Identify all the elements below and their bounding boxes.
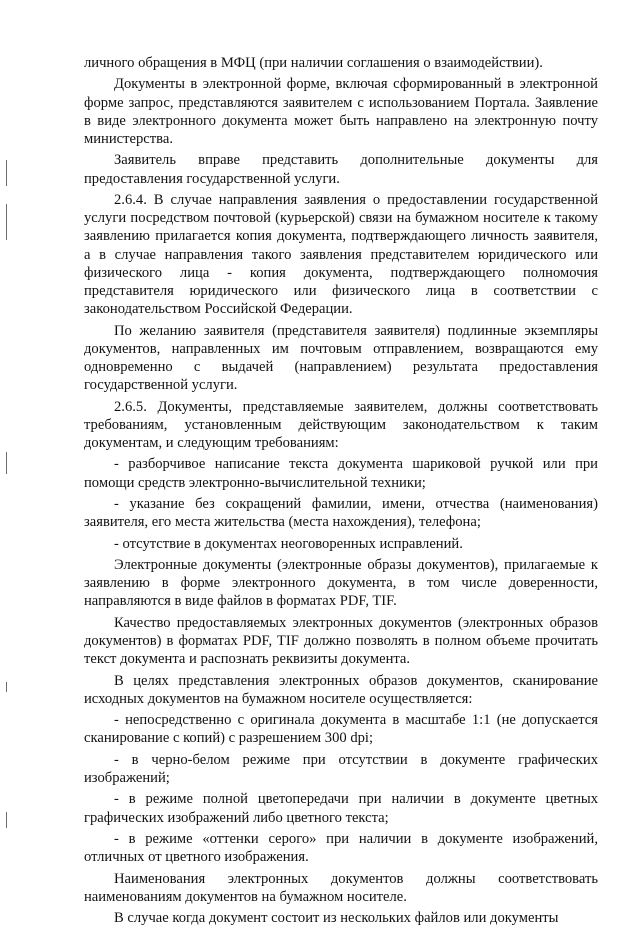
- list-item: - в режиме «оттенки серого» при наличии в документе изображений, отличных от цветного изображения.: [84, 830, 598, 866]
- paragraph: В целях представления электронных образов документов, сканирование исходных документов на бумажном носителе осуществляется:: [84, 672, 598, 707]
- scan-artifact-mark: [6, 682, 7, 692]
- paragraph: Наименования электронных документов должны соответствовать наименованиям документов на бумажном носителе.: [84, 870, 598, 905]
- list-item: - непосредственно с оригинала документа в масштабе 1:1 (не допускается сканирование с копий) с разрешением 300 dpi;: [84, 712, 598, 747]
- scan-artifact-mark: [6, 452, 7, 474]
- paragraph: личного обращения в МФЦ (при наличии соглашения о взаимодействии).: [84, 55, 543, 71]
- paragraph: В случае когда документ состоит из нескольких файлов или документы: [114, 910, 559, 927]
- scan-artifact-mark: [6, 812, 7, 828]
- document-page: [84, 54, 598, 931]
- scan-artifact-mark: [6, 204, 7, 240]
- paragraph: Качество предоставляемых электронных документов (электронных образов документов) в форматах PDF, TIF должно позволять в полном объеме прочитать текст документа и распознать реквизиты документа.: [84, 614, 598, 668]
- list-item: - в черно-белом режиме при отсутствии в документе графических изображений;: [84, 751, 598, 786]
- paragraph: Документы в электронной форме, включая сформированный в электронной форме запрос, представляются заявителем с использованием Портала. Заявление в виде электронного документа может быть направлено на электронную почту министерства.: [84, 76, 598, 147]
- paragraph: По желанию заявителя (представителя заявителя) подлинные экземпляры документов, направленных им почтовым отправлением, возвращаются ему одновременно с выдачей (направлением) результата предоставления государственной услуги.: [84, 322, 598, 394]
- scan-artifact-mark: [6, 160, 7, 186]
- list-item: - разборчивое написание текста документа шариковой ручкой или при помощи средств электронно-вычислительной техники;: [84, 456, 598, 491]
- paragraph: 2.6.5. Документы, представляемые заявителем, должны соответствовать требованиям, установленным действующим законодательством к таким документам, и следующим требованиям:: [84, 398, 598, 451]
- list-item: - указание без сокращений фамилии, имени, отчества (наименования) заявителя, его места жительства (места нахождения), телефона;: [84, 495, 598, 531]
- list-item: - отсутствие в документах неоговоренных исправлений.: [114, 535, 463, 552]
- list-item: - в режиме полной цветопередачи при наличии в документе цветных графических изображений либо цветного текста;: [84, 791, 598, 826]
- paragraph: Заявитель вправе представить дополнительные документы для предоставления государственной услуги.: [84, 152, 598, 187]
- paragraph: Электронные документы (электронные образы документов), прилагаемые к заявлению в форме электронного документа, в том числе доверенности, направляются в виде файлов в форматах PDF, TIF.: [84, 556, 598, 610]
- paragraph: 2.6.4. В случае направления заявления о предоставлении государственной услуги посредством почтовой (курьерской) связи на бумажном носителе к такому заявлению прилагается копия документа, подтверждающего личность заявителя, а в случае направления такого заявления представителем юридического или физического лица - копия документа, подтверждающего полномочия представителя юридического или физического лица в соответствии с законодательством Российской Федерации.: [84, 191, 598, 318]
